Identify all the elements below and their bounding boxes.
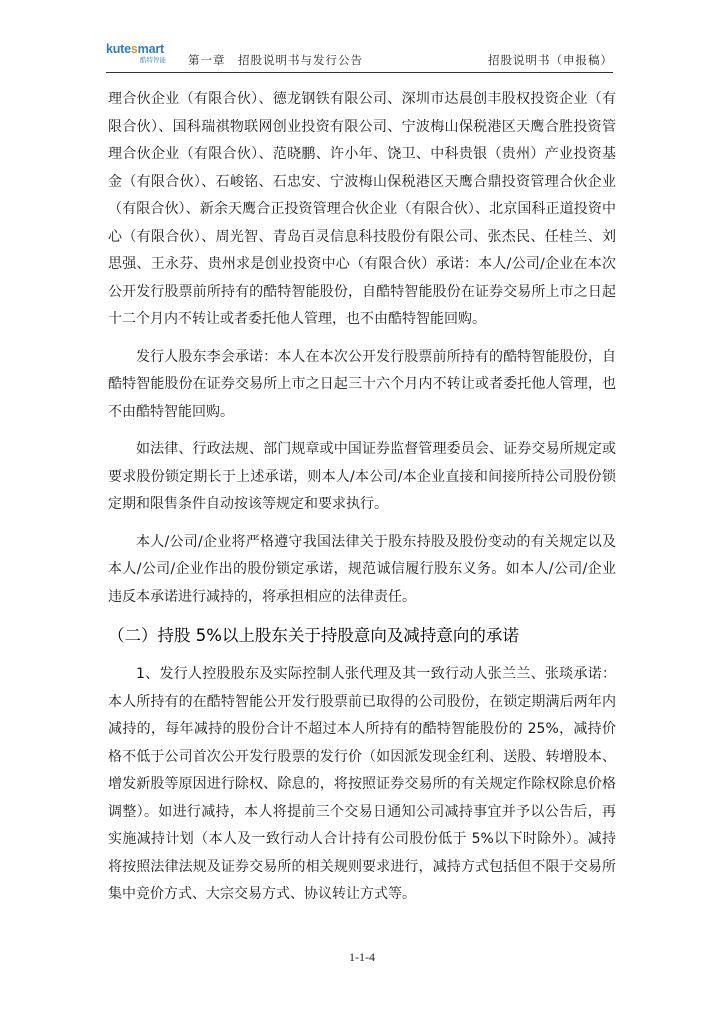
header-doc-title: 招股说明书（申报稿） — [488, 53, 613, 67]
paragraph-regulation-override: 如法律、行政法规、部门规章或中国证券监督管理委员会、证券交易所规定或要求股份锁定期长于上述承诺，则本人/本公司/本企业直接和间接所持公司股份锁定期和限售条件自动按该等规定和要求执行。 — [108, 441, 616, 512]
paragraph-compliance-commitment: 本人/公司/企业将严格遵守我国法律关于股东持股及股份变动的有关规定以及本人/公司/企业作出的股份锁定承诺，规范诚信履行股东义务。如本人/公司/企业违反本承诺进行减持的，将承担相应的法律责任。 — [108, 533, 616, 605]
paragraph-controlling-shareholder-commitment: 1、发行人控股股东及实际控制人张代理及其一致行动人张兰兰、张琰承诺：本人所持有的在酷特智能公开发行股票前已取得的公司股份，在锁定期满后两年内减持的，每年减持的股份合计不超过本人所持有的酷特智能股份的 25%，减持价格不低于公司首次公开发行股票的发行价（如因派发现金红利、送股、转增股本、增发新股等原因进行除权、除息的，将按照证券交易所的有关规定作除权除息价格调整）。如进行减持，本人将提前三个交易日通知公司减持事宜并予以公告后，再实施减持计划（本人及一致行动人合计持有公司股份低于 5%以下时除外）。减持将按照法律法规及证券交易所的相关规则要求进行，减持方式包括但不限于交易所集中竞价方式、大宗交易方式、协议转让方式等。 — [108, 666, 616, 902]
document-body — [108, 86, 616, 919]
logo-wordmark: kutesmart — [106, 42, 164, 56]
paragraph-lockup-commitment-continued: 理合伙企业（有限合伙）、德龙钢铁有限公司、深圳市达晨创丰股权投资企业（有限合伙）、国科瑞祺物联网创业投资有限公司、宁波梅山保税港区天鹰合胜投资管理合伙企业（有限合伙）、范晓鹏、许小年、饶卫、中科贵银（贵州）产业投资基金（有限合伙）、石峻铭、石忠安、宁波梅山保税港区天鹰合鼎投资管理合伙企业（有限合伙）、新余天鹰合正投资管理合伙企业（有限合伙）、北京国科正道投资中心（有限合伙）、周光智、青岛百灵信息科技股份有限公司、张杰民、任桂兰、刘思强、王永芬、贵州求是创业投资中心（有限合伙）承诺：本人/公司/企业在本次公开发行股票前所持有的酷特智能股份，自酷特智能股份在证券交易所上市之日起十二个月内不转让或者委托他人管理，也不由酷特智能回购。 — [108, 91, 616, 327]
page-header — [106, 38, 613, 73]
page-number: 1-1-4 — [349, 950, 375, 964]
company-logo — [106, 42, 170, 68]
paragraph-li-hui-commitment: 发行人股东李会承诺：本人在本次公开发行股票前所持有的酷特智能股份，自酷特智能股份在证券交易所上市之日起三十六个月内不转让或者委托他人管理，也不由酷特智能回购。 — [108, 348, 616, 420]
section-heading: （二）持股 5%以上股东关于持股意向及减持意向的承诺 — [108, 626, 519, 645]
header-chapter: 第一章 招股说明书与发行公告 — [188, 53, 363, 67]
logo-subtext: 酷特智能 — [140, 56, 166, 64]
